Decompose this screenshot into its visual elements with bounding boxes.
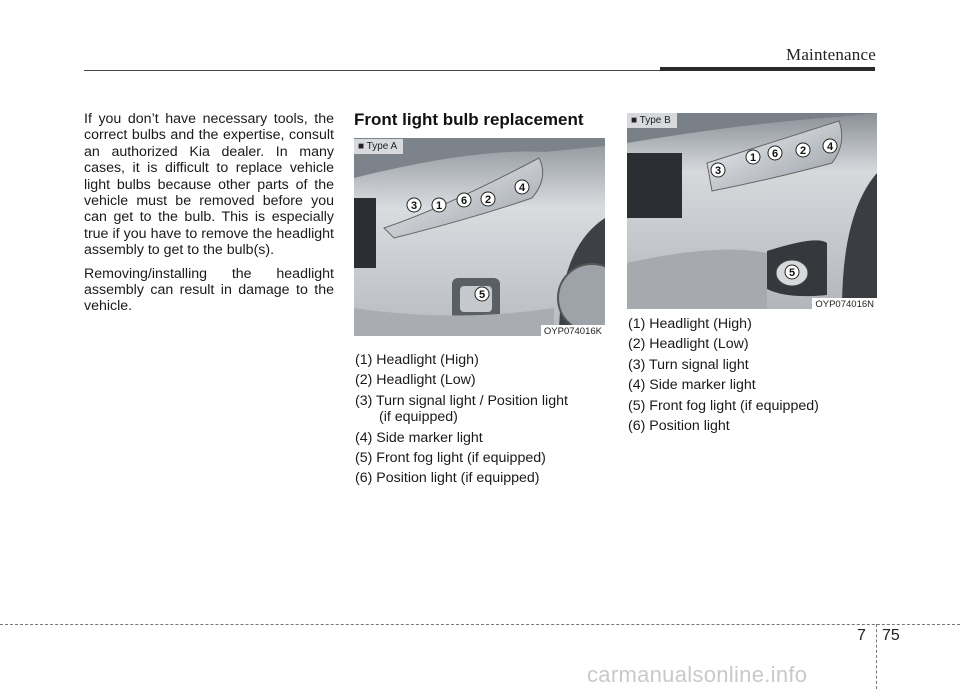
svg-text:6: 6 [460, 195, 468, 207]
header-accent-bar [660, 67, 875, 71]
footer-divider [0, 624, 960, 625]
list-item-text: (3) Turn signal light / Position light [355, 392, 568, 409]
type-a-label: ■ Type A [354, 139, 403, 154]
list-item: (3) Turn signal light [628, 356, 749, 373]
svg-text:1: 1 [749, 152, 757, 164]
type-b-label: ■ Type B [627, 113, 677, 128]
callout-6 [457, 193, 471, 207]
list-item: (6) Position light [628, 418, 730, 435]
list-item-continuation: (if equipped) [379, 409, 458, 426]
section-header: Maintenance [786, 45, 876, 64]
figure-type-a [354, 138, 605, 336]
figure-b-code: OYP074016N [812, 298, 877, 311]
callout-6 [768, 146, 782, 160]
callout-1 [746, 150, 760, 164]
svg-text:3: 3 [410, 200, 418, 212]
list-item [355, 393, 605, 426]
callout-4 [823, 139, 837, 153]
figure-type-b [627, 113, 877, 309]
headlight-illustration-a [354, 138, 605, 336]
bulb-list-type-b [628, 316, 878, 438]
svg-text:4: 4 [518, 182, 526, 194]
callout-4 [515, 180, 529, 194]
figure-a-code: OYP074016K [541, 325, 605, 338]
list-item: (2) Headlight (Low) [628, 336, 749, 353]
svg-text:3: 3 [714, 165, 722, 177]
list-item: (1) Headlight (High) [628, 316, 752, 332]
list-item: (2) Headlight (Low) [355, 372, 476, 389]
svg-text:5: 5 [478, 289, 486, 301]
page-number: 75 [882, 627, 900, 644]
callout-2 [481, 192, 495, 206]
footer-page-separator [876, 624, 877, 689]
intro-column [84, 111, 334, 322]
svg-text:6: 6 [771, 148, 779, 160]
list-item: (4) Side marker light [628, 377, 756, 394]
list-item: (4) Side marker light [355, 429, 483, 446]
svg-text:2: 2 [484, 194, 492, 206]
svg-text:5: 5 [788, 267, 796, 279]
callout-3 [711, 163, 725, 177]
callout-1 [432, 198, 446, 212]
list-item: (6) Position light (if equipped) [355, 470, 540, 487]
callout-5 [475, 287, 489, 301]
svg-text:2: 2 [799, 145, 807, 157]
list-item: (5) Front fog light (if equipped) [355, 450, 546, 467]
intro-paragraph-2: Removing/installing the headlight assembly can result in damage to the vehicle. [84, 265, 334, 315]
section-title: Front light bulb replacement [354, 110, 584, 129]
list-item: (5) Front fog light (if equipped) [628, 397, 819, 414]
callout-2 [796, 143, 810, 157]
list-item: (1) Headlight (High) [355, 352, 479, 368]
chapter-number: 7 [857, 627, 866, 644]
site-watermark: carmanualsonline.info [587, 662, 808, 687]
callout-5 [785, 265, 799, 279]
intro-paragraph-1: If you don’t have necessary tools, the correct bulbs and the expertise, consult an authorized Kia dealer. In many cases, it is difficult to replace vehicle light bulbs because other parts of the vehicle must be removed before you can get to the bulb. This is especially true if you have to remove the headlight assembly to get to the bulb(s). [84, 111, 334, 259]
callout-3 [407, 198, 421, 212]
svg-text:1: 1 [435, 200, 443, 212]
headlight-illustration-b [627, 113, 877, 309]
bulb-list-type-a [355, 352, 605, 491]
svg-text:4: 4 [826, 141, 834, 153]
